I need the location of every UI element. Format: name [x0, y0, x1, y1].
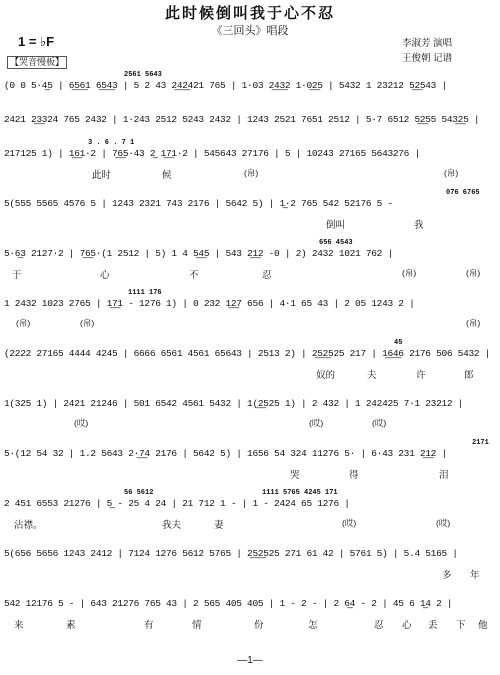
lyric: 妻 — [214, 520, 224, 531]
notation-line: 5(555 5565 4576 5 | 1243 2321 743 2176 | 5642 5) | 1̲·2 765 542 52176 5 - — [4, 198, 393, 209]
lyric: 来 — [14, 620, 24, 631]
score-row — [4, 489, 498, 544]
page-number: —1— — [237, 655, 263, 666]
lyric: 忍 — [374, 620, 384, 631]
vocable: (帛) — [80, 318, 95, 328]
lyric: 情 — [192, 620, 202, 631]
vocable: (帛) — [466, 318, 481, 328]
lyric: 郎 — [464, 370, 474, 381]
lyric: 奴的 — [316, 370, 336, 381]
score-row — [4, 598, 498, 644]
credits — [402, 36, 452, 66]
notation-line: 5·6̲3 2127·2 | 7̲6̲5·(1 2512 | 5) 1 4 5̲4̲5 | 543 2̲1̲2 -0 | 2) 2432 1021 762 | — [4, 248, 393, 259]
grace-notes: 3 . 6 . 7 1 — [88, 139, 135, 147]
lyric: 于 — [12, 270, 22, 281]
notation-line: 1 2432 1023 2765 | 1̲7̲1 - 1276 1) | 0 232 1̲2̲7 656 | 4·1 65 43 | 2 05 1243 2 | — [4, 298, 415, 309]
notation-line: 5·(12 54 32 | 1.2 5643 2·̲7̲4 2176 | 5642 5) | 1656 54 324 11276 5· | 6·43 231 2̲1̲2 | — [4, 448, 447, 459]
lyric: 夫 — [367, 370, 377, 381]
lyric: 得 — [349, 470, 359, 481]
score-row — [4, 239, 498, 294]
score-row — [4, 398, 498, 444]
grace-notes: 56 5612 — [124, 489, 154, 497]
vocable: (帛) — [444, 168, 459, 178]
lyric: 怎 — [308, 620, 318, 631]
vocable: (哎) — [372, 418, 387, 428]
notation-line: 542 12176 5 - | 643 21276 765 43 | 2 565 405 405 | 1 - 2 - | 2 6̲4 - 2 | 45 6 1̲4 2 | — [4, 598, 453, 609]
grace-notes: 1111 176 — [128, 289, 162, 297]
grace-notes: 2171 — [472, 439, 489, 447]
lyric: 他 — [478, 620, 488, 631]
lyric: 候 — [162, 170, 172, 181]
score-row — [4, 189, 498, 244]
lyric: 倒叫 — [326, 220, 346, 231]
vocable: (帛) — [244, 168, 259, 178]
lyric: 忍 — [262, 270, 272, 281]
vocable: (帛) — [402, 268, 417, 278]
score-row — [4, 439, 498, 494]
lyric: 有 — [144, 620, 154, 631]
notation-line: (2222 27165 4444 4245 | 6666 6561 4561 65643 | 2513 2) | 2̲5̲2̲525 217 | 1̲6̲4̲6 2176 506 5432 | — [4, 348, 491, 359]
notation-line: (0 0 5·4̲5 | 6̲5̲6̲1 6̲5̲4̲3 | 5 2 43 2̲4̲2̲421 765 | 1·03 2̲4̲3̲2 1·0̲2̲5 | 5432 1 23212 5̲2̲543 | — [4, 80, 447, 91]
lyric: 心 — [402, 620, 412, 631]
grace-notes: 1111 5765 4245 171 — [262, 489, 338, 497]
vocable: (哎) — [436, 518, 451, 528]
notation-line: 5(656 5656 1243 2412 | 7124 1276 5612 5765 | 2̲5̲2̲525 271 61 42 | 5761 5) | 5.4 5165 | — [4, 548, 458, 559]
score-row — [4, 139, 498, 194]
notation-line: 2 451 6553 21276 | 5̲ - 25 4 24 | 21 712 1 - | 1 - 2424 65 1276 | — [4, 498, 350, 509]
vocable: (帛) — [16, 318, 31, 328]
lyric: 心 — [100, 270, 110, 281]
score-row — [4, 289, 498, 344]
lyric: 沾襟。 — [14, 520, 43, 531]
lyric: 下 — [456, 620, 466, 631]
credit-transcriber: 王俊朝 记谱 — [402, 53, 453, 64]
lyric: 泪 — [439, 470, 449, 481]
vocable: (哎) — [74, 418, 89, 428]
lyric: 许 — [416, 370, 426, 381]
lyric: 我 — [414, 220, 424, 231]
section-label: 【哭音慢板】 — [7, 56, 67, 69]
vocable: (哎) — [342, 518, 357, 528]
lyric: 此时 — [92, 170, 112, 181]
key-signature: 1 = ♭F — [18, 34, 55, 49]
lyric: 多 — [442, 570, 452, 581]
notation-line: 2421 2̲3̲324 765 2432 | 1·243 2512 5243 2432 | 1243 2521 7651 2512 | 5·7 6512 5̲2̲55 543̲2̲5 | — [4, 114, 480, 125]
grace-notes: 656 4543 — [319, 239, 353, 247]
lyric: 哭 — [290, 470, 300, 481]
vocable: (帛) — [466, 268, 481, 278]
notation-line: 217125 1) | 1̲6̲1·2 | 7̲6̲5·43 2̲ 1̲7̲1·2 | 545643 27176 | 5 | 10243 27165 5643276 | — [4, 148, 420, 159]
lyric: 丢 — [428, 620, 438, 631]
lyric: 年 — [470, 570, 480, 581]
song-subtitle: 《三回头》唱段 — [211, 24, 289, 37]
grace-notes: 45 — [394, 339, 403, 347]
lyric: 不 — [189, 270, 199, 281]
credit-singer: 李淑芳 演唱 — [402, 38, 453, 49]
song-title: 此时候倒叫我于心不忍 — [164, 4, 335, 22]
score-row — [4, 548, 498, 594]
lyric: 我夫 — [162, 520, 182, 531]
grace-notes: 2561 5643 — [124, 71, 162, 79]
notation-line: 1(325 1) | 2421 21246 | 501 6542 4561 5432 | 1(̲2̲525 1) | 2 432 | 1 242425 7·1 23212 | — [4, 398, 464, 409]
lyric: 份 — [254, 620, 264, 631]
lyric: 素 — [66, 620, 76, 631]
score-row — [4, 339, 498, 394]
grace-notes: 076 6765 — [446, 189, 480, 197]
vocable: (哎) — [309, 418, 324, 428]
